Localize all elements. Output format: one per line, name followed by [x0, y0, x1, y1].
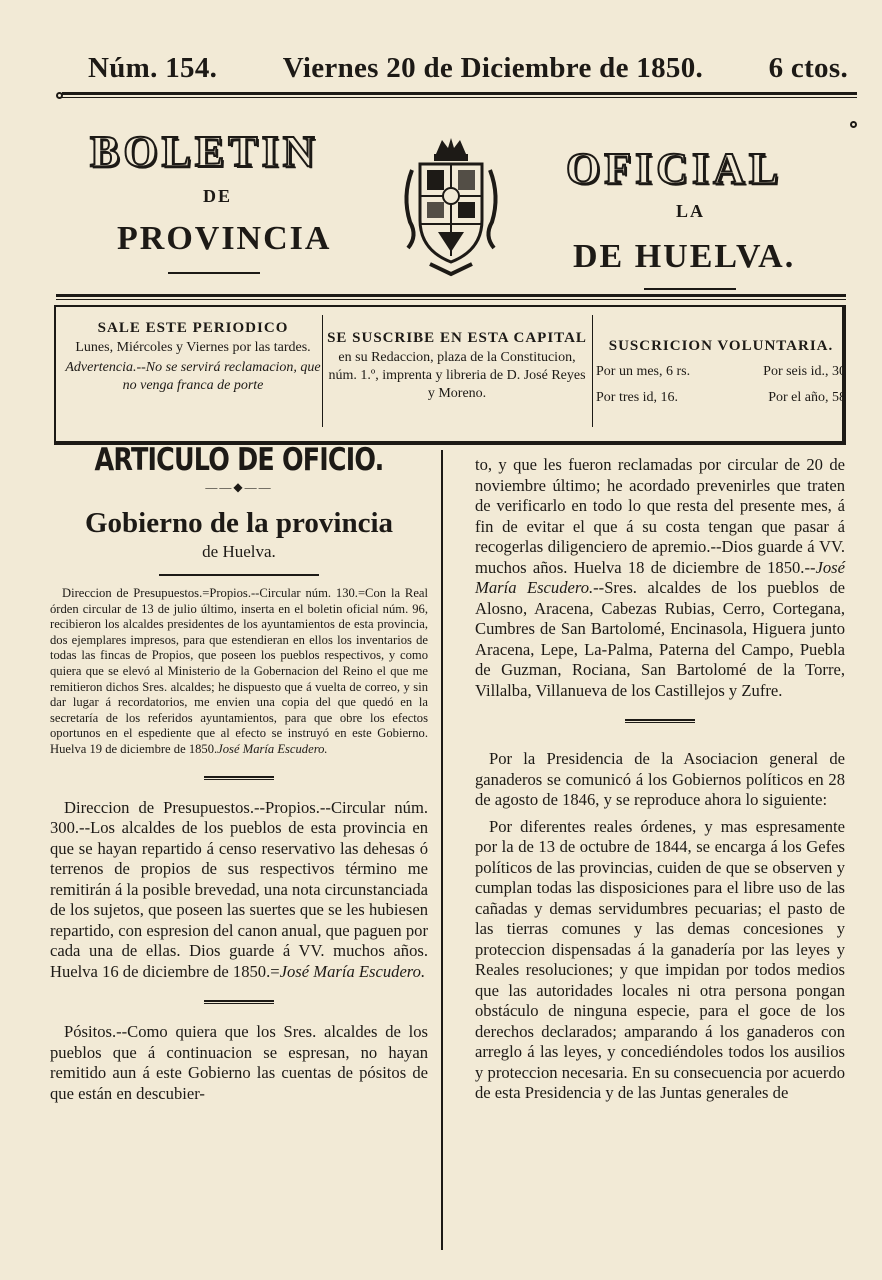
article-separator [204, 1000, 274, 1004]
masthead-la: LA [676, 201, 706, 221]
issue-number: Núm. 154. [88, 52, 218, 84]
masthead-provincia: PROVINCIA [117, 220, 332, 257]
circular-300-signature: José María Escudero. [279, 961, 426, 981]
positos-continuation [475, 455, 845, 701]
masthead-bottom-rule [56, 294, 846, 300]
subscription-box [54, 305, 846, 445]
notice-label: Advertencia. [65, 360, 137, 375]
circular-300-text: Direccion de Presupuestos.--Propios.--Circular núm. 300.--Los alcaldes de los pueblos de esta provincia en que se hayan repartido á censo reservativo las dehesas ó terrenos de propios de sus respectivos término me remitirán á la posible brevedad, una nota circunstanciada de los sujetos, que poseen las suertes que se les hubiesen repartido, con espresion del canon anual, que paguen por cada una de ellas. Dios guarde á VV. muchos años. Huelva 16 de diciembre de 1850.= [50, 797, 428, 981]
issue-date: Viernes 20 de Diciembre de 1850. [282, 52, 704, 84]
masthead-boletin: BOLETIN [90, 127, 319, 176]
circular-300 [50, 798, 428, 983]
subscription-rates [596, 337, 846, 455]
box-divider-1 [322, 315, 323, 427]
box-divider-2 [592, 315, 593, 427]
ornament-divider: ——◆—— [205, 480, 273, 494]
schedule-notice [64, 359, 322, 395]
ganaderos-intro: Por la Presidencia de la Asociacion general de ganaderos se comunicó á los Gobiernos políticos en 28 de agosto de 1846, y se reproduce ahora lo siguiente: [475, 749, 845, 809]
article-separator [204, 776, 274, 780]
location-title: SE SUSCRIBE EN ESTA CAPITAL [327, 330, 587, 346]
article-separator [625, 719, 695, 723]
rate-cell: Por tres id, 16. [596, 390, 679, 405]
government-subtitle: de Huelva. [202, 542, 276, 561]
issue-line [88, 52, 848, 85]
notice-text: --No se servirá reclamacion, que no venga franca de porte [122, 360, 321, 393]
positos-signature: José María Escudero. [475, 557, 845, 597]
masthead-rule-left [168, 272, 260, 274]
header-rule [62, 92, 857, 98]
government-title: Gobierno de la provincia [84, 507, 393, 539]
rates-title: SUSCRICION VOLUNTARIA. [608, 338, 834, 354]
schedule-title: SALE ESTE PERIODICO [97, 320, 289, 336]
rate-row [596, 389, 846, 407]
column-divider [441, 450, 443, 1250]
rule-ornament-left [56, 92, 63, 99]
positos-addressees: --Sres. alcaldes de los pueblos de Alosno, Aracena, Cabezas Rubias, Cerro, Cortegana, Cumbres de San Bartolomé, Encinasola, Higuera junto Aracena, Lepe, La-Palma, Paterna del Campo, Puebla de Guzman, Rociana, San Bartolomé de la Torre, Villalba, Villanueva de los Castillejos y Zufre. [475, 578, 845, 700]
right-column [475, 455, 845, 1104]
coat-of-arms-icon [398, 136, 504, 278]
rule-ornament-right [850, 121, 857, 128]
rate-row [596, 363, 846, 381]
location-text: en su Redaccion, plaza de la Constitucion, núm. 1.º, imprenta y libreria de D. José Reyes y Moreno. [328, 350, 586, 401]
ganaderos-body: Por diferentes reales órdenes, y mas espresamente por la de 13 de octubre de 1844, se encarga á los Gefes políticos de las provincias, cuiden de que se observen y cumplan todas las disposiciones para el libre uso de las cañadas y demas servidumbres pecuarias; el pasto de las tierras comunes y las demas concesiones y proteccion dispensadas á la ganadería por las leyes y Reales resoluciones; y que impidan por todos medios que las autoridades locales ni otra persona pongan obstáculo de ninguna especie, para el goce de los derechos declarados; amparando á los ganaderos con arreglo á las leyes, y concediéndoles todos los ausilios y proteccion necesaria. En su consecuencia por acuerdo de esta Presidencia y de las Juntas generales de [475, 816, 845, 1102]
publication-schedule [64, 319, 322, 437]
masthead-oficial: OFICIAL [566, 144, 783, 193]
circular-130 [50, 586, 428, 758]
positos-text: to, y que les fueron reclamadas por circular de 20 de noviembre último; he acordado prevenirles que traten de verificarlo en todo lo que resta del presente mes, á fin de evitar el que á su costa tengan que pasar á recogerlas diligenciero de apremio.--Dios guarde á VV. muchos años. Huelva 18 de diciembre de 1850.-- [475, 455, 845, 577]
title-rule [159, 574, 319, 576]
rate-cell: Por seis id., 30 [763, 364, 846, 379]
positos-notice: Pósitos.--Como quiera que los Sres. alcaldes de los pueblos que á continuacion se espresan, no hayan remitido aun á este Gobierno las cuentas de pósitos de que están en descubier- [50, 1022, 428, 1103]
masthead-huelva: DE HUELVA. [573, 238, 796, 275]
masthead-de: DE [203, 186, 233, 206]
schedule-days: Lunes, Miércoles y Viernes por las tardes. [75, 340, 311, 355]
masthead-rule-right [644, 288, 736, 290]
rate-cell: Por el año, 58 [768, 390, 846, 405]
circular-130-signature: José María Escudero. [217, 741, 328, 756]
section-heading: ARTICULO DE OFICIO. [94, 442, 384, 478]
circular-130-text: Direccion de Presupuestos.=Propios.--Circular núm. 130.=Con la Real órden circular de 13 de julio último, inserta en el boletin oficial núm. 96, recibieron los alcaldes presidentes de los ayuntamientos de esta provincia, dos ejemplares impresos, para que estendieran en ellos los inventarios de todas las fincas de Propios, que poseen los pueblos respectivos, y como quiera que se elevó al Ministerio de la Gobernacion del Reino el que me remitieron dichos Sres. alcaldes; he dispuesto que á vuelta de correo, y sin dar lugar á recordatorios, me envien una copia del que quedó en la secretaría de los referidos ayuntamientos, para que obre los efectos oportunos en el espediente que al efecto se instruyó en este Gobierno. Huelva 19 de diciembre de 1850. [50, 586, 428, 756]
left-column [50, 440, 428, 1104]
subscription-location [326, 329, 588, 447]
rate-cell: Por un mes, 6 rs. [596, 364, 691, 379]
issue-price: 6 ctos. [768, 52, 848, 84]
